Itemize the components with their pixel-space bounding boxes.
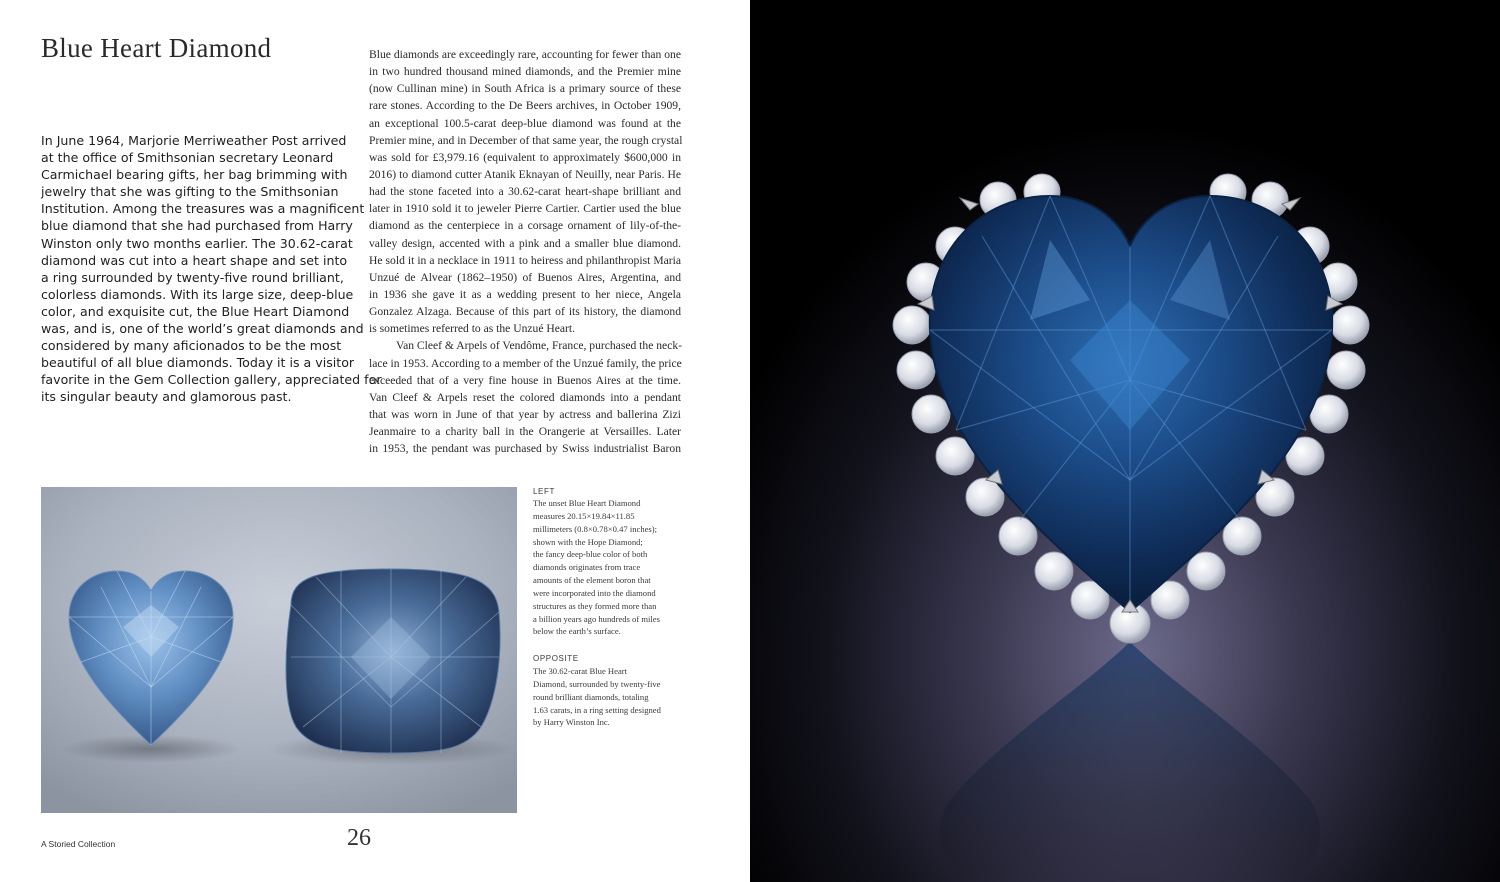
footer-section-title: A Storied Collection bbox=[41, 839, 116, 849]
intro-line: colorless diamonds. With its large size, deep-blue bbox=[41, 286, 354, 302]
caption-line: diamonds originates from trace bbox=[533, 562, 641, 573]
intro-line: blue diamond that she had purchased from Harry bbox=[41, 218, 353, 234]
intro-line: was, and is, one of the world’s great diamonds and bbox=[41, 321, 364, 337]
body-line: had the stone faceted into a 30.62-carat heart-shape brilliant and bbox=[369, 185, 681, 199]
caption-line: shown with the Hope Diamond; bbox=[533, 536, 643, 547]
intro-line: Winston only two months earlier. The 30.62-carat bbox=[41, 235, 353, 251]
intro-line: In June 1964, Marjorie Merriweather Post arrived bbox=[41, 133, 347, 148]
photo-blue-heart-ring bbox=[750, 0, 1500, 882]
body-line: He sold it in a necklace in 1911 to heiress and philanthropist Maria bbox=[369, 253, 681, 267]
body-line: Jeanmaire to a charity ball in the Orangerie at Versailles. Later bbox=[369, 425, 681, 439]
caption-left bbox=[533, 497, 683, 638]
body-line: in 1936 she gave it as a wedding present to her niece, Angela bbox=[369, 287, 681, 301]
body-line: 2016) to diamond cutter Atanik Eknayan of Neuilly, near Paris. He bbox=[369, 167, 681, 181]
body-line: Premier mine, and in December of that same year, the rough crystal bbox=[369, 133, 683, 147]
caption-line: 1.63 carats, in a ring setting designed bbox=[533, 704, 661, 715]
caption-line: below the earth’s surface. bbox=[533, 626, 621, 637]
body-line: later in 1910 sold it to jeweler Pierre Cartier. Cartier used the blue bbox=[369, 202, 681, 216]
body-line: is sometimes referred to as the Unzué Heart. bbox=[369, 322, 576, 336]
caption-left-heading: LEFT bbox=[533, 487, 555, 496]
hope-diamond-icon bbox=[286, 569, 500, 753]
caption-line: amounts of the element boron that bbox=[533, 575, 651, 586]
intro-line: beautiful of all blue diamonds. Today it is a visitor bbox=[41, 355, 355, 371]
caption-line: round brilliant diamonds, totaling bbox=[533, 691, 649, 702]
intro-line: jewelry that she was gifting to the Smithsonian bbox=[41, 184, 339, 200]
intro-line: diamond was cut into a heart shape and set into bbox=[41, 252, 348, 268]
body-text-column bbox=[369, 46, 681, 457]
body-line: Van Cleef & Arpels reset the colored diamonds into a pendant bbox=[369, 390, 681, 404]
body-line: (now Cullinan mine) in South Africa is a primary source of these bbox=[369, 82, 681, 96]
body-line: Unzué de Alvear (1862–1950) of Buenos Aires, Argentina, and bbox=[369, 270, 681, 284]
body-line: diamond as the centerpiece in a corsage ornament of lily-of-the- bbox=[369, 219, 681, 233]
body-line: exceeded that of a very fine house in Buenos Aires at the time. bbox=[369, 373, 681, 387]
caption-line: Diamond, surrounded by twenty-five bbox=[533, 678, 661, 689]
caption-line: The 30.62-carat Blue Heart bbox=[533, 666, 628, 676]
body-line: Van Cleef & Arpels of Vendôme, France, purchased the neck- bbox=[396, 339, 682, 353]
body-line: rare stones. According to the De Beers archives, in October 1909, bbox=[369, 99, 681, 113]
caption-line: millimeters (0.8×0.78×0.47 inches); bbox=[533, 523, 658, 534]
body-line: Gonzalez Alzaga. Because of this part of its history, the diamond bbox=[369, 305, 681, 319]
caption-line: the fancy deep-blue color of both bbox=[533, 549, 648, 560]
caption-line: measures 20.15×19.84×11.85 bbox=[533, 510, 635, 521]
intro-line: a ring surrounded by twenty-five round brilliant, bbox=[41, 269, 344, 285]
caption-opposite bbox=[533, 665, 683, 729]
caption-line: The unset Blue Heart Diamond bbox=[533, 498, 641, 508]
caption-opposite-heading: OPPOSITE bbox=[533, 654, 579, 663]
body-line: in two hundred thousand mined diamonds, and the Premier mine bbox=[369, 65, 681, 79]
body-line: that was worn in June of that year by actress and ballerina Zizi bbox=[369, 407, 681, 421]
body-line: an exceptional 100.5-carat deep-blue diamond was found at the bbox=[369, 116, 681, 130]
body-line: was sold for £3,979.16 (equivalent to approximately $600,000 in bbox=[369, 150, 681, 164]
body-line: in 1953, the pendant was purchased by Swiss industrialist Baron bbox=[369, 442, 681, 456]
intro-line: Institution. Among the treasures was a magnificent bbox=[41, 201, 365, 217]
body-line: Blue diamonds are exceedingly rare, accounting for fewer than one bbox=[369, 48, 681, 61]
intro-line: color, and exquisite cut, the Blue Heart Diamond bbox=[41, 303, 350, 319]
page-title: Blue Heart Diamond bbox=[41, 33, 272, 63]
caption-line: structures as they formed more than bbox=[533, 600, 657, 611]
caption-line: a billion years ago hundreds of miles bbox=[533, 613, 660, 624]
photo-unset-diamonds bbox=[41, 487, 517, 813]
intro-paragraph bbox=[41, 132, 382, 406]
intro-line: favorite in the Gem Collection gallery, appreciated for bbox=[41, 372, 382, 388]
caption-line: by Harry Winston Inc. bbox=[533, 717, 610, 728]
page-number: 26 bbox=[347, 825, 371, 851]
intro-line: considered by many aficionados to be the most bbox=[41, 338, 342, 354]
intro-line: its singular beauty and glamorous past. bbox=[41, 389, 292, 405]
intro-line: at the office of Smithsonian secretary Leonard bbox=[41, 150, 334, 166]
caption-line: were incorporated into the diamond bbox=[533, 587, 656, 598]
intro-line: Carmichael bearing gifts, her bag brimming with bbox=[41, 167, 348, 183]
body-line: valley design, accented with a pink and a smaller blue diamond. bbox=[369, 236, 681, 250]
body-line: lace in 1953. According to a member of the Unzué family, the price bbox=[369, 356, 682, 370]
